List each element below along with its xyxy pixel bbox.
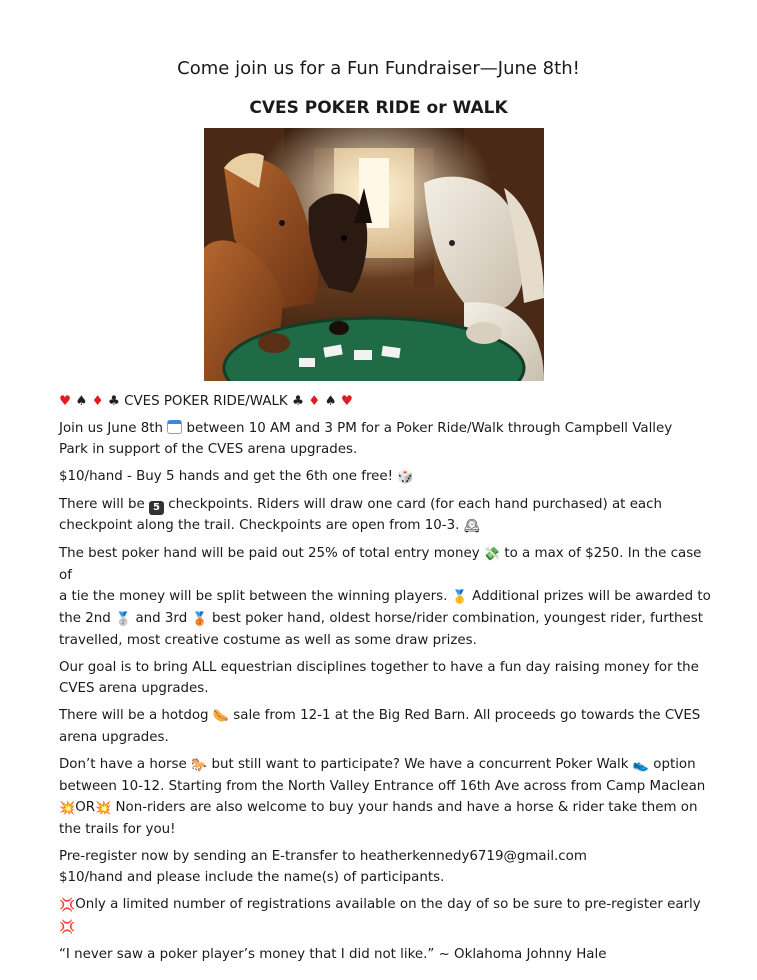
money-icon: 💸 — [483, 547, 501, 562]
club-icon: ♣ — [291, 394, 304, 409]
horse-icon: 🐎 — [191, 758, 208, 773]
heart-icon: ♥ — [340, 394, 353, 409]
paragraph-goal: Our goal is to bring ALL equestrian disciplines together to have a fun day raising money for the CVES arena upgrades. — [59, 660, 699, 696]
suits-line-text: CVES POKER RIDE/WALK — [124, 394, 288, 409]
spade-icon: ♠ — [324, 394, 337, 409]
heart-icon: ♥ — [59, 394, 72, 409]
paragraph-preregister: Pre-register now by sending an E-transfer to heatherkennedy6719@gmail.com $10/hand and please include the name(s) of participants. — [59, 849, 587, 885]
shoe-icon: 👟 — [632, 758, 649, 773]
spade-icon: ♠ — [75, 394, 88, 409]
paragraph-hotdog: There will be a hotdog 🌭 sale from 12-1 at the Big Red Barn. All proceeds go towards the CVES arena upgrades. — [59, 708, 701, 745]
diamond-icon: ♦ — [91, 394, 104, 409]
horses-poker-image — [204, 128, 544, 381]
collision-icon: 💥 — [95, 801, 112, 816]
collision-icon: 💥 — [59, 801, 76, 816]
dice-icon: 🎲 — [397, 470, 414, 485]
anger-symbol-icon: 💢 — [59, 920, 76, 935]
number-five-icon: 5 — [149, 501, 164, 515]
gold-medal-icon: 🥇 — [451, 590, 468, 605]
hotdog-icon: 🌭 — [212, 709, 230, 724]
closing-quote: “I never saw a poker player’s money that I did not like.” ~ Oklahoma Johnny Hale — [59, 947, 607, 962]
silver-medal-icon: 🥈 — [115, 612, 132, 627]
paragraph-prizes: The best poker hand will be paid out 25% of total entry money 💸 to a max of $250. In the case of a tie the money will be split between the winning players. 🥇 Additional prizes will be awarded to the 2nd 🥈 and 3rd 🥉 best poker hand, oldest horse/rider combination, youngest rider, furthest travelled, most creative costume as well as some draw prizes. — [59, 546, 711, 648]
email-instructions: Pre-register now by sending an E-transfer to heatherkennedy6719@gmail.com — [59, 849, 587, 864]
paragraph-checkpoints: There will be 5 checkpoints. Riders will draw one card (for each hand purchased) at each checkpoint along the trail. Checkpoints are open from 10-3. 🕰 — [59, 494, 715, 537]
club-icon: ♣ — [107, 394, 120, 409]
paragraph-date: Join us June 8th between 10 AM and 3 PM for a Poker Ride/Walk through Campbell Valley Park in support of the CVES arena upgrades. — [59, 421, 673, 457]
calendar-icon — [167, 420, 182, 434]
paragraph-walk: Don’t have a horse 🐎 but still want to participate? We have a concurrent Poker Walk 👟 option between 10-12. Starting from the North Valley Entrance off 16th Ave across from Camp Maclean 💥OR💥 Non-riders are also welcome to buy your hands and have a horse & rider take them on the trails for you! — [59, 757, 706, 837]
diamond-icon: ♦ — [308, 394, 321, 409]
paragraph-limited: 💢Only a limited number of registrations available on the day of so be sure to pre-register early 💢 — [59, 894, 715, 938]
anger-symbol-icon: 💢 — [59, 898, 76, 913]
clock-icon: 🕰 — [463, 519, 481, 534]
event-headline: Come join us for a Fun Fundraiser—June 8th! — [177, 58, 580, 79]
bronze-medal-icon: 🥉 — [191, 612, 208, 627]
flyer-body — [59, 391, 715, 965]
suits-line — [59, 391, 715, 412]
paragraph-price: $10/hand - Buy 5 hands and get the 6th one free! 🎲 — [59, 466, 715, 488]
event-title: CVES POKER RIDE or WALK — [249, 98, 508, 118]
